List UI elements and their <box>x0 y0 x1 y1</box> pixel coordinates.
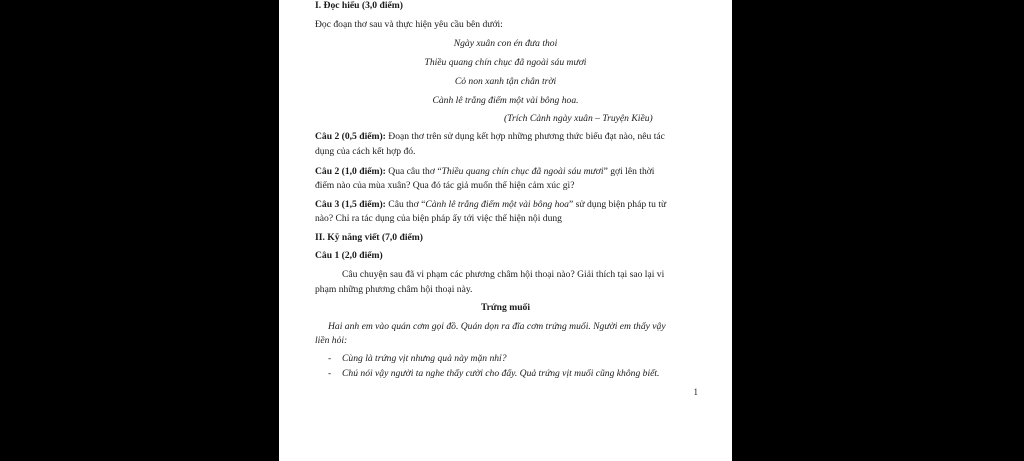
question-3-text-pre: Câu thơ “ <box>385 199 426 210</box>
dialog-dash: - <box>328 353 332 364</box>
dialog-dash: - <box>328 368 332 379</box>
writing-question-1-label: Câu 1 (2,0 điểm) <box>315 250 383 261</box>
poem-citation: (Trích Cảnh ngày xuân – Truyện Kiều) <box>504 113 653 124</box>
question-2-text-pre: Qua câu thơ “ <box>385 166 442 177</box>
dialog-line-2 <box>328 368 714 380</box>
document-page <box>279 0 732 461</box>
dialog-text: Cùng là trứng vịt nhưng quả này mặn nhỉ? <box>342 353 507 364</box>
writing-question-1-continued: phạm những phương châm hội thoại này. <box>315 284 473 295</box>
question-2-continued: điểm nào của mùa xuân? Qua đó tác giả muốn thể hiện cảm xúc gì? <box>315 180 575 191</box>
question-2-quote: Thiều quang chín chục đã ngoài sáu mươi <box>441 166 604 177</box>
question-3-continued: nào? Chỉ ra tác dụng của biện pháp ấy tới việc thể hiện nội dung <box>315 213 562 224</box>
question-2-text-post: ” gợi lên thời <box>603 166 655 177</box>
page-number: 1 <box>693 387 698 397</box>
poem-line-3: Cỏ non xanh tận chân trời <box>454 76 557 87</box>
dialog-text: Chú nói vậy người ta nghe thấy cười cho đấy. Quả trứng vịt muối cũng không biết. <box>342 368 660 379</box>
question-1-label: Câu 2 (0,5 điểm): <box>315 131 386 142</box>
question-1 <box>315 131 714 143</box>
question-3-label: Câu 3 (1,5 điểm): <box>315 199 386 210</box>
question-2-label: Câu 2 (1,0 điểm): <box>315 166 386 177</box>
question-2 <box>315 166 714 178</box>
question-3-text-post: ” sử dụng biện pháp tu từ <box>568 199 667 210</box>
poem-line-1: Ngày xuân con én đưa thoi <box>453 38 558 49</box>
question-3 <box>315 199 714 211</box>
poem-line-2: Thiều quang chín chục đã ngoài sáu mươi <box>424 57 587 68</box>
question-3-quote: Cành lê trắng điểm một vài bông hoa <box>425 199 569 210</box>
question-1-text: Đoạn thơ trên sử dụng kết hợp những phương thức biểu đạt nào, nêu tác <box>385 131 665 142</box>
reading-instruction: Đọc đoạn thơ sau và thực hiện yêu cầu bên dưới: <box>315 19 503 30</box>
story-line-2: liền hỏi: <box>315 335 348 346</box>
story-title: Trứng muối <box>480 302 531 313</box>
section2-heading: II. Kỹ năng viết (7,0 điểm) <box>315 232 423 243</box>
dialog-line-1 <box>328 353 714 365</box>
story-line-1: Hai anh em vào quán cơm gọi đồ. Quán dọn ra đĩa cơm trứng muối. Người em thấy vậy <box>328 321 666 332</box>
poem-line-4: Cành lê trắng điểm một vài bông hoa. <box>432 95 579 106</box>
writing-question-1-text: Câu chuyện sau đã vi phạm các phương châm hội thoại nào? Giải thích tại sao lại vi <box>342 269 665 280</box>
section1-heading: I. Đọc hiểu (3,0 điểm) <box>315 0 403 11</box>
question-1-continued: dụng của cách kết hợp đó. <box>315 146 416 157</box>
